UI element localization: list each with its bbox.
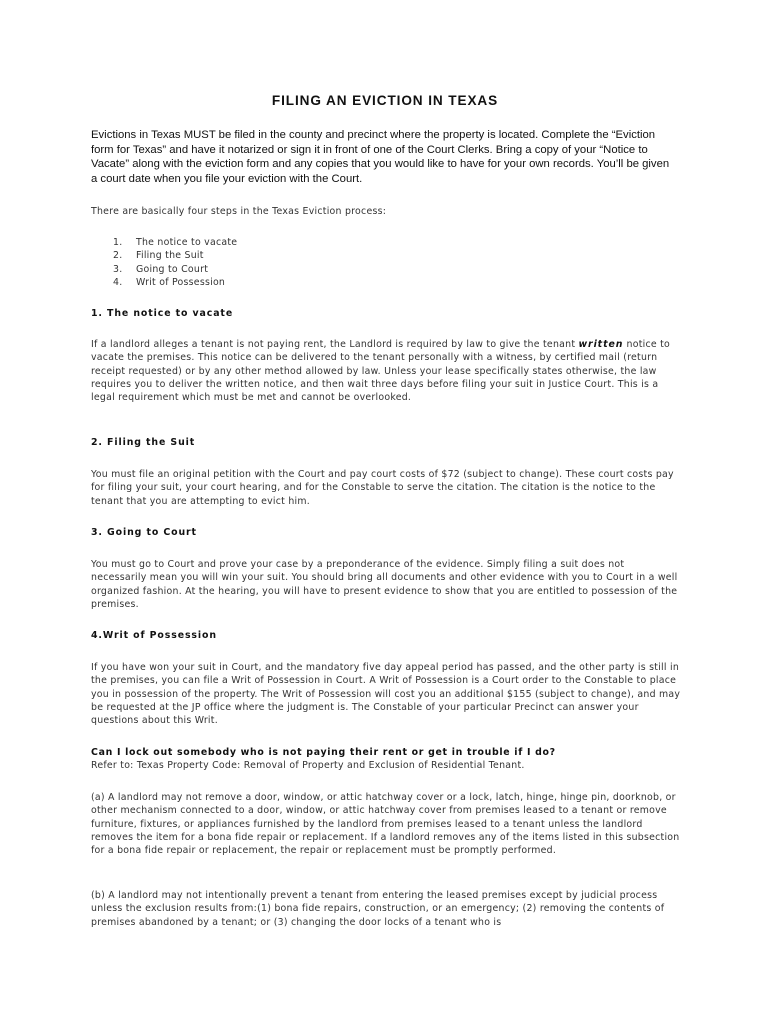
list-item-label: Filing the Suit <box>136 250 204 262</box>
steps-list <box>113 236 237 289</box>
section-heading-notice: 1. The notice to vacate <box>91 308 234 319</box>
lockout-paragraph-b: (b) A landlord may not intentionally prevent a tenant from entering the leased premises except by judicial process unless the exclusion results from:(1) bona fide repairs, construction, or an emergency; (2) removing the contents of premises abandoned by a tenant; or (3) changing the door locks of a tenant who is <box>91 890 665 928</box>
list-number: 3. <box>113 263 123 275</box>
list-number: 1. <box>113 237 123 248</box>
intro-paragraph: Evictions in Texas MUST be filed in the county and precinct where the property is located. Complete the “Eviction form for Texas” and have it notarized or sign it in front of one of the Court Clerks. Bring a copy of your “Notice to Vacate” along with the eviction form and any copies that you would like to have for your own records. You’ll be given a court date when you file your eviction with the Court. <box>91 129 670 185</box>
section-body-filing: You must file an original petition with the Court and pay court costs of $72 (subject to change). These court costs pay for filing your suit, your court hearing, and for the Constable to serve the citation. The citation is the notice to the tenant that you are attempting to evict him. <box>91 469 674 507</box>
emphasis-text: written <box>578 339 624 350</box>
section-heading-court: 3. Going to Court <box>91 527 197 538</box>
section-text: If a landlord alleges a tenant is not paying rent, the Landlord is required by law to give the tenant <box>91 339 579 350</box>
list-item <box>113 236 237 249</box>
list-item <box>113 249 237 262</box>
list-item-label: Going to Court <box>136 263 209 275</box>
steps-intro: There are basically four steps in the Texas Eviction process: <box>91 206 387 217</box>
lockout-block <box>91 746 683 773</box>
list-item <box>113 263 237 276</box>
section-body-court: You must go to Court and prove your case by a preponderance of the evidence. Simply filing a suit does not necessarily mean you will win your suit. You should bring all documents and other evidence with you to Court in a well organized fashion. At the hearing, you will have to present evidence to show that you are entitled to possession of the premises. <box>91 559 678 610</box>
section-heading-writ: 4.Writ of Possession <box>91 630 217 641</box>
section-body-notice <box>91 338 683 404</box>
section-body-writ: If you have won your suit in Court, and the mandatory five day appeal period has passed, and the other party is still in the premises, you can file a Writ of Possession in Court. A Writ of Possession is a Court order to the Constable to place you in possession of the property. The Writ of Possession will cost you an additional $155 (subject to change), and may be requested at the JP office where the judgment is. The Constable of your particular Precinct can answer your questions about this Writ. <box>91 662 681 727</box>
document-title: FILING AN EVICTION IN TEXAS <box>271 93 499 108</box>
section-heading-filing: 2. Filing the Suit <box>91 437 196 448</box>
lockout-reference: Refer to: Texas Property Code: Removal of Property and Exclusion of Residential Tenant. <box>91 760 525 772</box>
lockout-paragraph-a: (a) A landlord may not remove a door, window, or attic hatchway cover or a lock, latch, hinge, hinge pin, doorknob, or other mechanism connected to a door, window, or attic hatchway cover from premises leased to a tenant or remove furniture, fixtures, or appliances furnished by the landlord from premises leased to a tenant unless the landlord removes the item for a bona fide repair or replacement. If a landlord removes any of the items listed in this subsection for a bona fide repair or replacement, the repair or replacement must be promptly performed. <box>91 792 680 857</box>
section-text: notice to vacate the premises. This notice can be delivered to the tenant personally with a witness, by certified mail (return receipt requested) or by any other method allowed by law. Unless your lease specifically states otherwise, the law requires you to deliver the written notice, and then wait three days before filing your suit in Justice Court. This is a legal requirement which must be met and cannot be overlooked. <box>91 339 671 404</box>
list-item-label: The notice to vacate <box>136 237 238 248</box>
list-item <box>113 276 237 289</box>
list-number: 2. <box>113 250 123 262</box>
list-item-label: Writ of Possession <box>136 276 226 288</box>
list-number: 4. <box>113 276 123 288</box>
lockout-question: Can I lock out somebody who is not paying their rent or get in trouble if I do? <box>91 747 556 758</box>
